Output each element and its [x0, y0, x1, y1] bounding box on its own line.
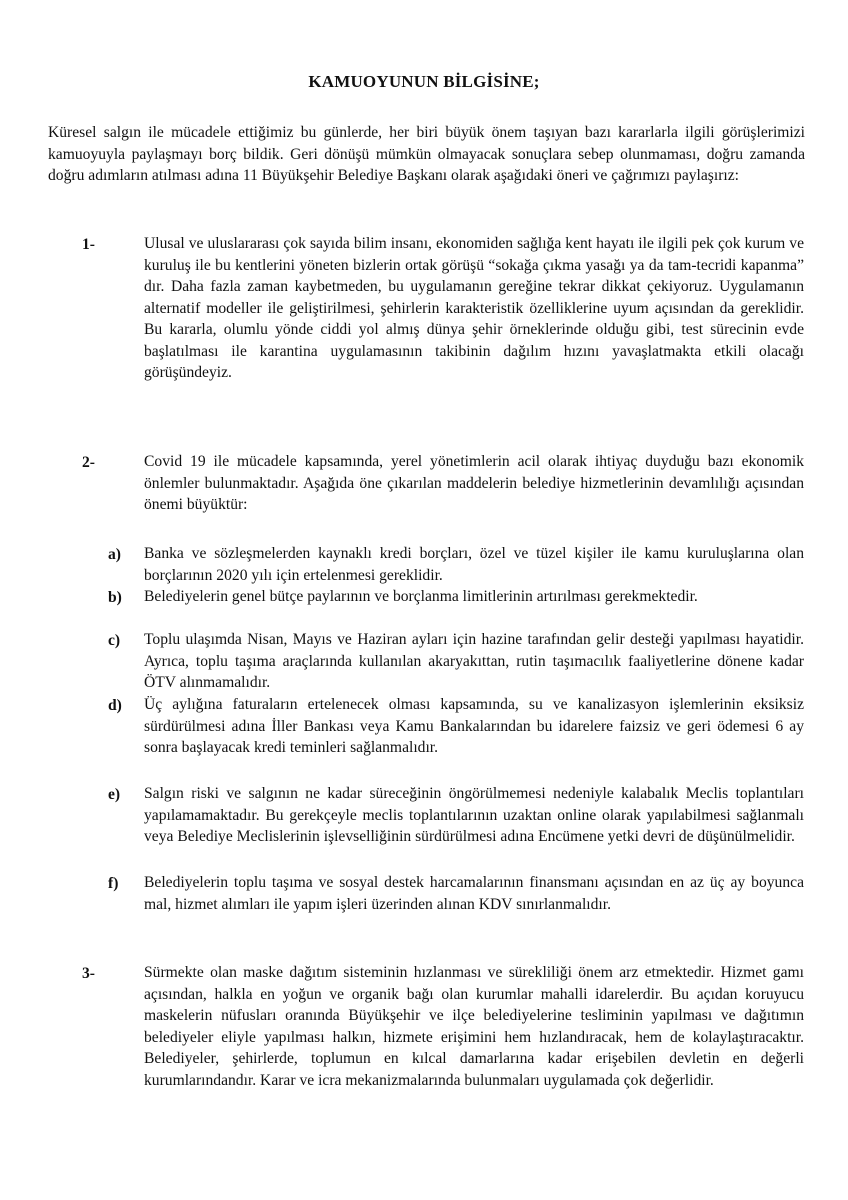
subitem-c-text: Toplu ulaşımda Nisan, Mayıs ve Haziran ayları için hazine tarafından gelir desteği yapılması hayatidir. Ayrıca, toplu taşıma araçlarında kullanılan akaryakıttan, rutin taşımacılık faaliyetlerine dönene kadar ÖTV alınmamalıdır. — [144, 631, 804, 691]
item-3-text: Sürmekte olan maske dağıtım sisteminin hızlanması ve sürekliliği önem arz etmektedir. Hizmet gamı açısından, halkla en yoğun ve organik bağı olan kurumlar mahalli idarelerdir. Bu açıdan koruyucu maskelerin nüfusları oranında Büyükşehir ve ilçe belediyelerine tesliminin yapılması ve dağıtımın belediyeler eliyle yapılması halkın, hizmete erişimini hem hızlandıracak, hem de kolaylaştıracaktır. Belediyeler, şehirlerde, toplumun en kılcal damarlarına kadar erişebilen devletin en değerli kurumlarındandır. Karar ve icra mekanizmalarında bulunmaları uygulamada çok değerlidir. — [144, 964, 804, 1089]
subitem-e-label: e) — [108, 786, 121, 803]
subitem-e-text: Salgın riski ve salgının ne kadar süreceğinin öngörülmemesi nedeniyle kalabalık Meclis toplantıları yapılamamaktadır. Bu gerekçeyle meclis toplantılarının uzaktan online olarak yapılabilmesi sağlanmalı veya Belediye Meclislerinin işlevselliğinin sürdürülmesi adına Encümene yetki devri de düşünülmelidir. — [144, 785, 804, 845]
item-2-text: Covid 19 ile mücadele kapsamında, yerel yönetimlerin acil olarak ihtiyaç duyduğu bazı ekonomik önlemler bulunmaktadır. Aşağıda öne çıkarılan maddelerin belediye hizmetlerinin devamlılığı açısından önemi büyüktür: — [144, 453, 804, 513]
subitem-a-label: a) — [108, 546, 121, 563]
document-title: KAMUOYUNUN BİLGİSİNE; — [308, 72, 540, 91]
subitem-f-text: Belediyelerin toplu taşıma ve sosyal destek harcamalarının finansmanı açısından en az üç ay boyunca mal, hizmet alımları ile yapım işleri üzerinden alınan KDV sınırlanmalıdır. — [144, 874, 804, 913]
subitem-b-label: b) — [108, 589, 122, 606]
item-1-number: 1- — [82, 236, 95, 253]
item-3-number: 3- — [82, 965, 95, 982]
intro-paragraph: Küresel salgın ile mücadele ettiğimiz bu günlerde, her biri büyük önem taşıyan bazı kararlarla ilgili görüşlerimizi kamuoyuyla paylaşmayı borç bildik. Geri dönüşü mümkün olmayacak sonuçlara sebep olunmaması, doğru zamanda doğru adımların atılması adına 11 Büyükşehir Belediye Başkanı olarak aşağıdaki öneri ve çağrımızı paylaşırız: — [48, 124, 805, 184]
subitem-f-label: f) — [108, 875, 119, 892]
subitem-d-text: Üç aylığına faturaların ertelenecek olması kapsamında, su ve kanalizasyon işlemlerinin eksiksiz sürdürülmesi adına İller Bankası veya Kamu Bankalarından bu idarelere faizsiz ve geri ödemesi 6 ay sonra başlayacak kredi teminleri sağlanmalıdır. — [144, 696, 804, 756]
subitem-d-label: d) — [108, 697, 122, 714]
subitem-a-text: Banka ve sözleşmelerden kaynaklı kredi borçları, özel ve tüzel kişiler ile kamu kuruluşlarına olan borçlarının 2020 yılı için ertelenmesi gereklidir. — [144, 545, 804, 584]
item-1-text: Ulusal ve uluslararası çok sayıda bilim insanı, ekonomiden sağlığa kent hayatı ile ilgili pek çok kurum ve kuruluş ile bu kentlerini yöneten bizlerin ortak görüşü “sokağa çıkma yasağı ya da tam-tecridi kapanma” dır. Daha fazla zaman kaybetmeden, bu uygulamanın gereğine tekrar dikkat çekiyoruz. Uygulamanın alternatif modeller ile geliştirilmesi, şehirlerin karakteristik özelliklerine uyum açısından da gereklidir. Bu kararla, olumlu yönde ciddi yol almış dünya şehir örneklerinde olduğu gibi, test sürecinin evde başlatılması ile karantina uygulamasının takibinin dağılım hızını yavaşlatmakta etkili olacağı görüşündeyiz. — [144, 235, 804, 381]
subitem-c-label: c) — [108, 632, 121, 649]
item-2-number: 2- — [82, 454, 95, 471]
subitem-b-text: Belediyelerin genel bütçe paylarının ve borçlanma limitlerinin artırılması gerekmektedir. — [144, 588, 698, 605]
